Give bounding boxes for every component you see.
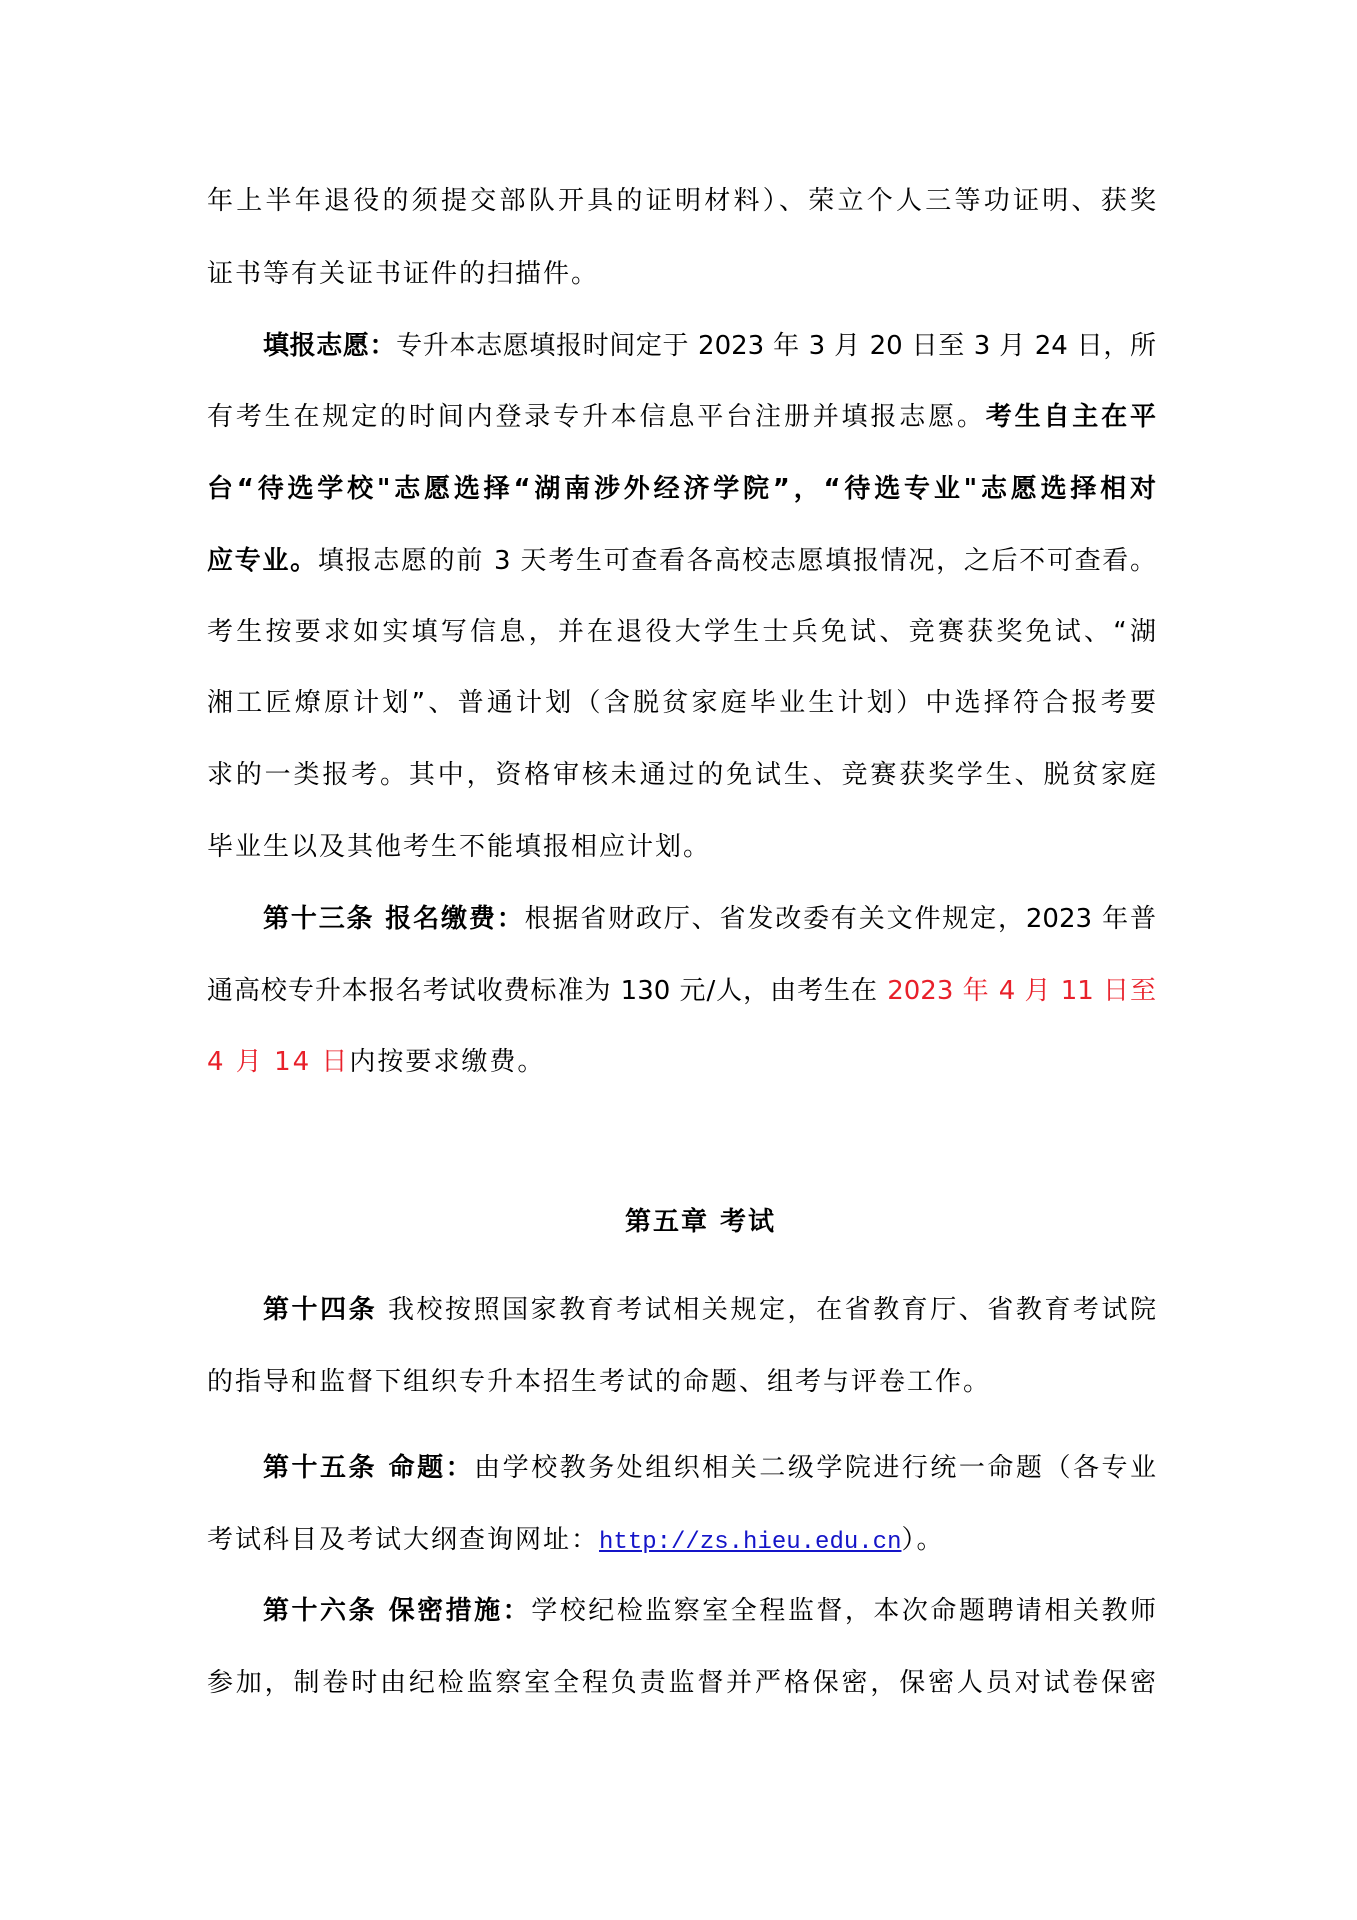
emphasis-segment: 台“待选学校"志愿选择“湖南涉外经济学院”，“待选专业"志愿选择相对 bbox=[207, 474, 1156, 504]
text-segment: 的指导和监督下组织专升本招生考试的命题、组考与评卷工作。 bbox=[207, 1367, 992, 1397]
text-segment: 有考生在规定的时间内登录专升本信息平台注册并填报志愿。 bbox=[207, 402, 986, 432]
text-line bbox=[263, 1446, 1156, 1490]
emphasis-segment: 考生自主在平 bbox=[985, 402, 1156, 432]
text-line bbox=[207, 610, 1156, 654]
article-13-heading: 第十三条 报名缴费： bbox=[263, 904, 525, 934]
text-line bbox=[207, 1360, 1156, 1404]
text-line bbox=[207, 681, 1156, 725]
article-15-heading: 第十五条 命题： bbox=[263, 1453, 475, 1483]
article-16-heading: 第十六条 保密措施： bbox=[263, 1596, 532, 1626]
exam-syllabus-link[interactable]: http://zs.hieu.edu.cn bbox=[599, 1529, 902, 1556]
text-segment: 考生按要求如实填写信息，并在退役大学生士兵免试、竞赛获奖免试、“湖 bbox=[207, 617, 1156, 647]
article-14-heading: 第十四条 bbox=[263, 1295, 378, 1325]
text-segment: 专升本志愿填报时间定于 2023 年 3 月 20 日至 3 月 24 日，所 bbox=[396, 331, 1156, 361]
text-segment: 毕业生以及其他考生不能填报相应计划。 bbox=[207, 832, 712, 862]
text-line bbox=[263, 1288, 1156, 1332]
text-segment: 我校按照国家教育考试相关规定，在省教育厅、省教育考试院 bbox=[377, 1295, 1156, 1325]
text-segment: 证书等有关证书证件的扫描件。 bbox=[207, 259, 600, 289]
text-line bbox=[207, 467, 1156, 511]
text-segment: ）。 bbox=[901, 1525, 945, 1555]
text-line bbox=[263, 324, 1156, 368]
text-segment: 由学校教务处组织相关二级学院进行统一命题（各专业 bbox=[474, 1453, 1156, 1483]
text-line bbox=[207, 395, 1156, 439]
text-segment: 求的一类报考。其中，资格审核未通过的免试生、竞赛获奖学生、脱贫家庭 bbox=[207, 760, 1156, 790]
text-segment: 考试科目及考试大纲查询网址： bbox=[207, 1525, 600, 1555]
text-segment: 年上半年退役的须提交部队开具的证明材料）、荣立个人三等功证明、获奖 bbox=[207, 186, 1156, 216]
text-line bbox=[207, 1518, 1156, 1562]
text-segment: 湘工匠燎原计划”、普通计划（含脱贫家庭毕业生计划）中选择符合报考要 bbox=[207, 688, 1156, 718]
text-line bbox=[207, 969, 1156, 1013]
text-segment: 参加，制卷时由纪检监察室全程负责监督并严格保密，保密人员对试卷保密 bbox=[207, 1668, 1156, 1698]
text-line bbox=[207, 1040, 1156, 1084]
text-line bbox=[207, 252, 1156, 296]
text-line bbox=[207, 753, 1156, 797]
text-segment: 通高校专升本报名考试收费标准为 130 元/人，由考生在 bbox=[207, 976, 888, 1006]
text-line bbox=[207, 179, 1156, 223]
text-segment: 内按要求缴费。 bbox=[349, 1047, 546, 1077]
text-line bbox=[207, 825, 1156, 869]
text-segment: 填报志愿的前 3 天考生可查看各高校志愿填报情况，之后不可查看。 bbox=[317, 546, 1156, 576]
text-segment: 根据省财政厅、省发改委有关文件规定，2023 年普 bbox=[524, 904, 1156, 934]
payment-date-highlight: 2023 年 4 月 11 日至 bbox=[887, 976, 1156, 1006]
volunteer-heading: 填报志愿： bbox=[263, 331, 397, 361]
text-line bbox=[207, 1661, 1156, 1705]
text-line bbox=[207, 539, 1156, 583]
chapter-title: 第五章 考试 bbox=[625, 1207, 777, 1237]
text-line bbox=[263, 897, 1156, 941]
text-line bbox=[263, 1589, 1156, 1633]
payment-date-highlight: 4 月 14 日 bbox=[207, 1047, 350, 1077]
emphasis-segment: 应专业。 bbox=[207, 546, 318, 576]
text-segment: 学校纪检监察室全程监督，本次命题聘请相关教师 bbox=[531, 1596, 1156, 1626]
